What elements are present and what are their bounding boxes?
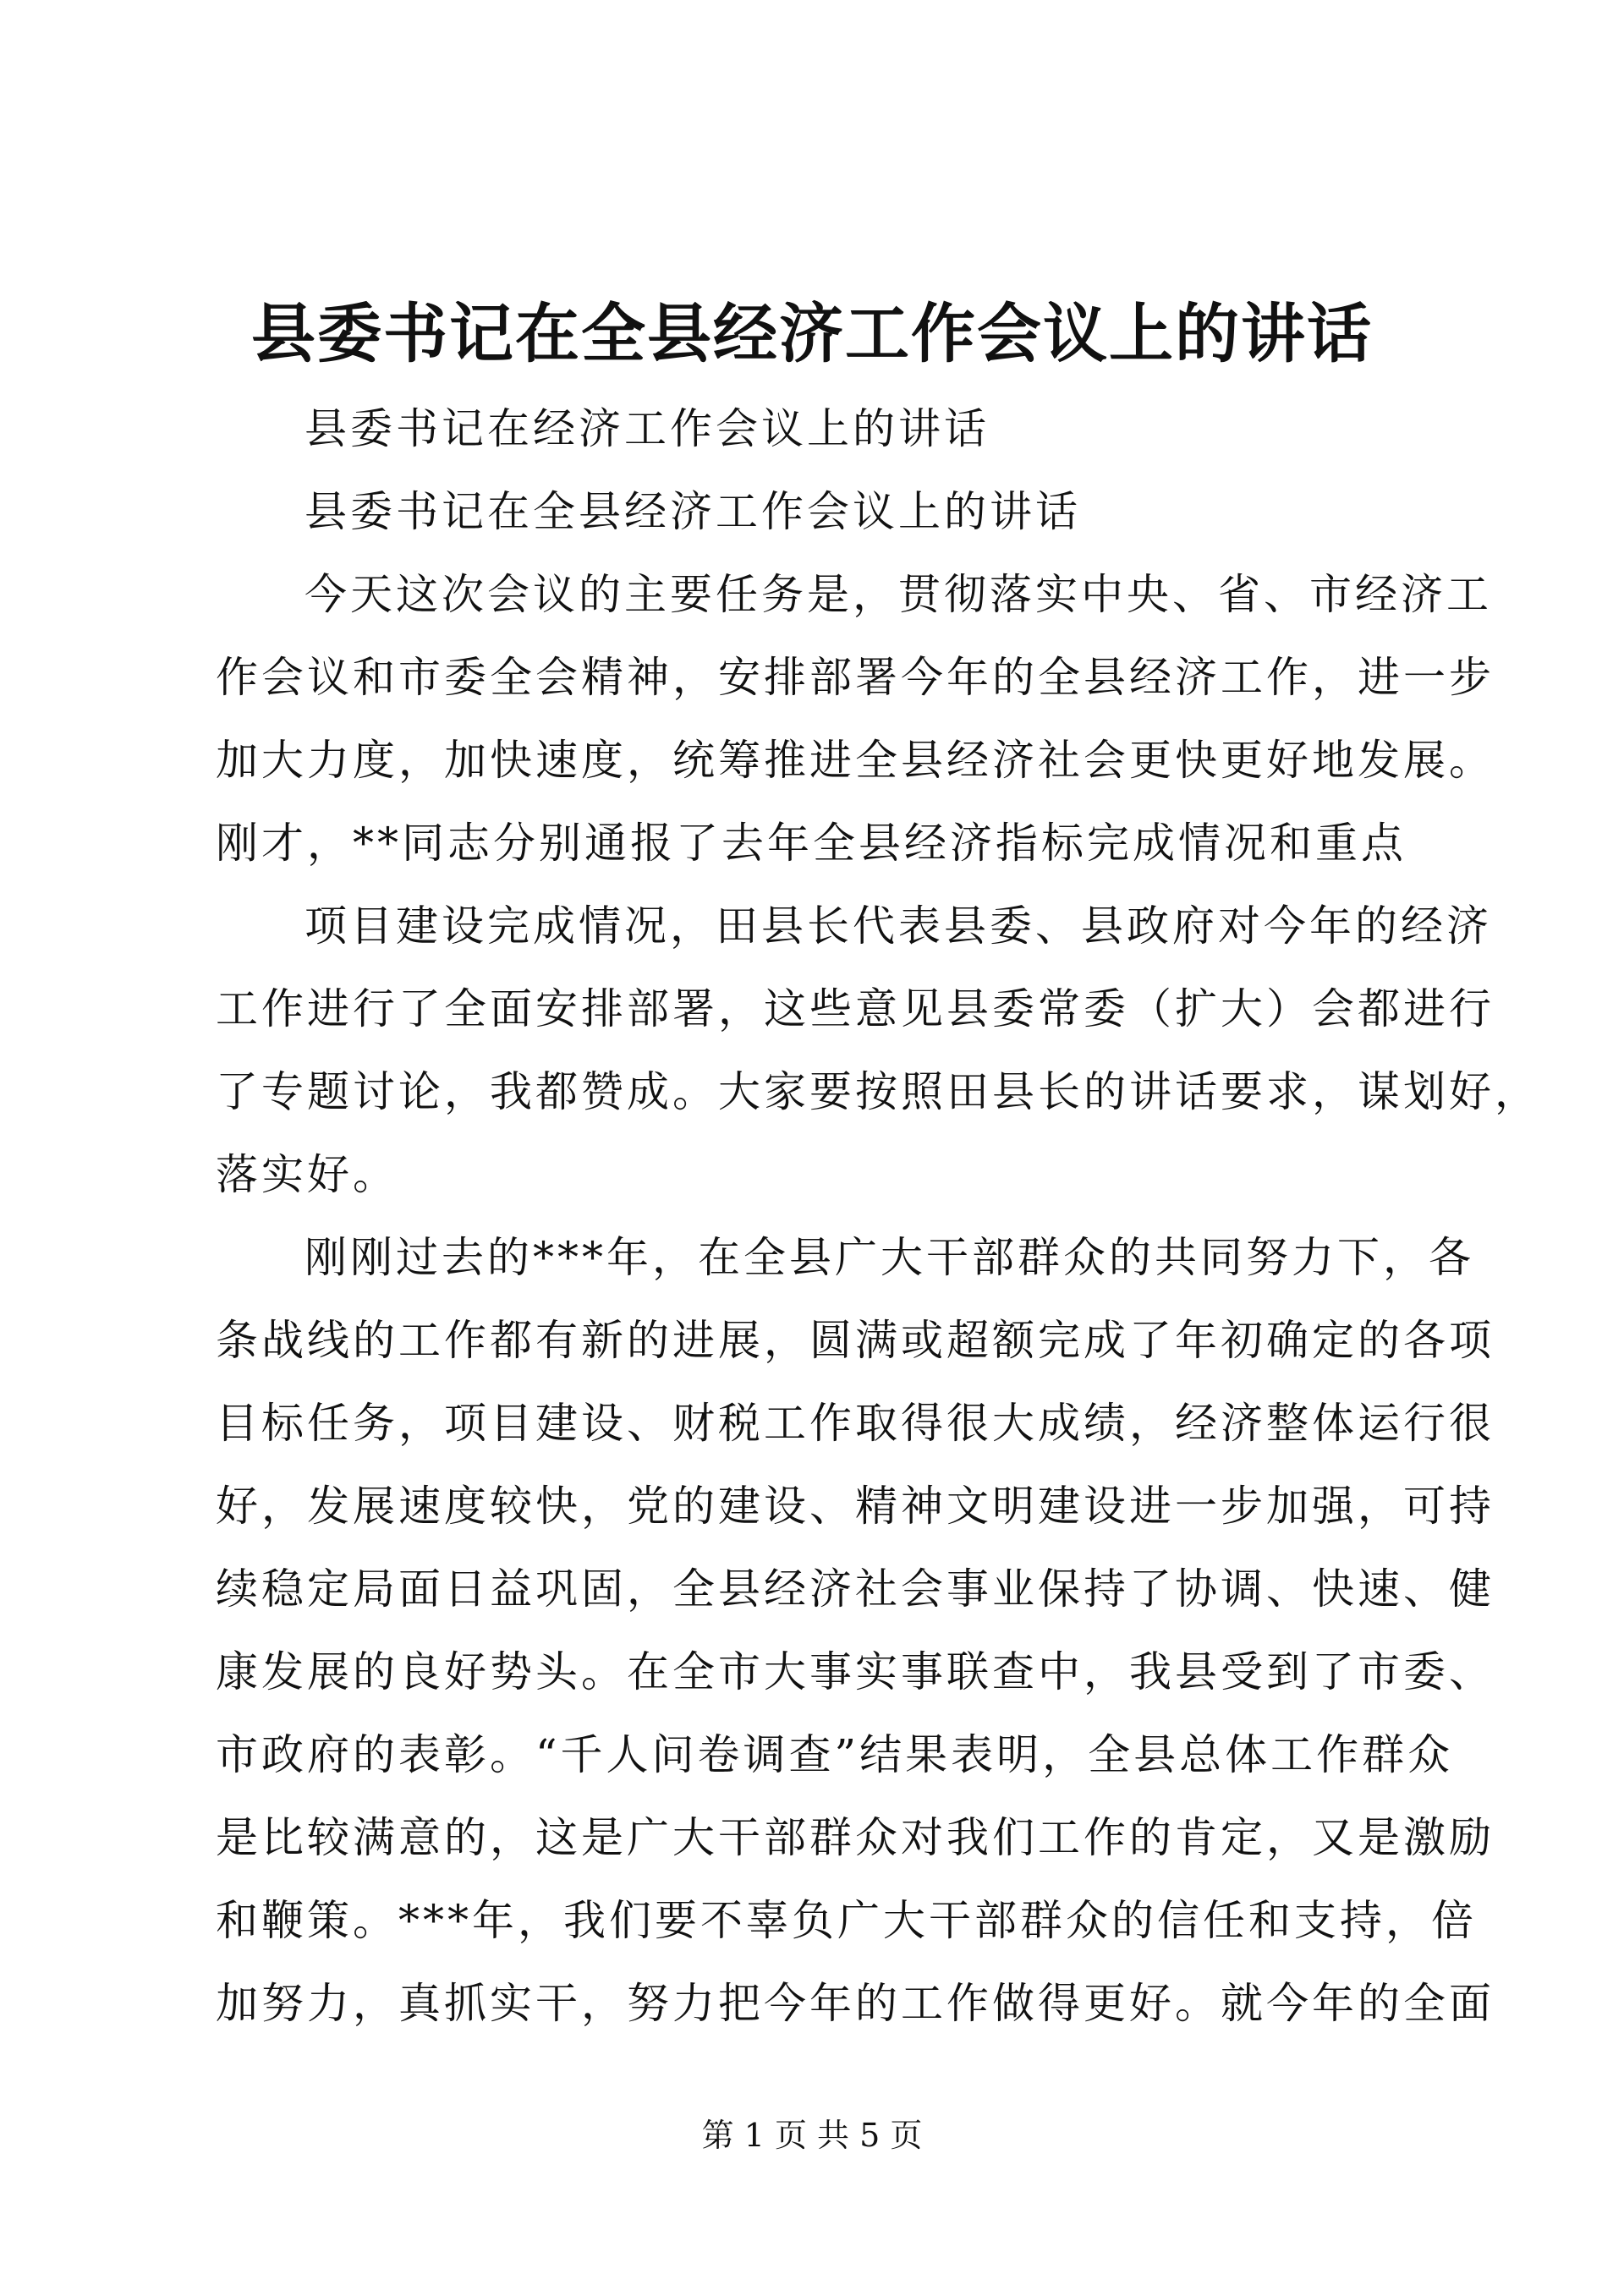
document-title: 县委书记在全县经济工作会议上的讲话: [251, 296, 1373, 371]
paragraph-line: 加努力，真抓实干，努力把今年的工作做得更好。就今年的全面: [216, 1979, 1495, 2028]
paragraph-project-review: [216, 885, 1540, 1216]
paragraph-line: 康发展的良好势头。在全市大事实事联查中，我县受到了市委、: [216, 1647, 1495, 1696]
paragraph-line: 目标任务，项目建设、财税工作取得很大成绩，经济整体运行很: [216, 1399, 1495, 1448]
paragraph-line: 续稳定局面日益巩固，全县经济社会事业保持了协调、快速、健: [216, 1564, 1495, 1614]
subtitle-line: 县委书记在经济工作会议上的讲话: [304, 404, 990, 453]
paragraph-line: 作会议和市委全会精神，安排部署今年的全县经济工作，进一步: [216, 653, 1495, 702]
paragraph-line: 落实好。: [216, 1150, 398, 1199]
paragraph-line: 是比较满意的，这是广大干部群众对我们工作的肯定，又是激励: [216, 1813, 1495, 1862]
paragraph-line: 项目建设完成情况，田县长代表县委、县政府对今年的经济: [304, 901, 1492, 951]
paragraph-line: 刚刚过去的***年，在全县广大干部群众的共同努力下，各: [304, 1233, 1474, 1282]
paragraph-line: 工作进行了全面安排部署，这些意见县委常委（扩大）会都进行: [216, 984, 1495, 1033]
paragraph-last-year-summary: [216, 1216, 1495, 2045]
paragraph-line: 今天这次会议的主要任务是，贯彻落实中央、省、市经济工: [304, 570, 1492, 619]
paragraph-line: 加大力度，加快速度，统筹推进全县经济社会更快更好地发展。: [216, 736, 1495, 785]
paragraph-line: 和鞭策。***年，我们要不辜负广大干部群众的信任和支持，倍: [216, 1896, 1477, 1945]
paragraph-line: 刚才，**同志分别通报了去年全县经济指标完成情况和重点: [216, 819, 1407, 868]
paragraph-line: 好，发展速度较快，党的建设、精神文明建设进一步加强，可持: [216, 1482, 1495, 1531]
page-number-footer: 第 1 页 共 5 页: [701, 2117, 923, 2154]
paragraph-line: 了专题讨论，我都赞成。大家要按照田县长的讲话要求，谋划好，: [216, 1067, 1540, 1116]
paragraph-line: 市政府的表彰。“千人问卷调查”结果表明，全县总体工作群众: [216, 1730, 1454, 1779]
paragraph-line: 条战线的工作都有新的进展，圆满或超额完成了年初确定的各项: [216, 1316, 1495, 1365]
subtitle-line: 县委书记在全县经济工作会议上的讲话: [304, 487, 1081, 536]
paragraph-opening: [216, 553, 1495, 885]
document-body: [216, 387, 1540, 2045]
